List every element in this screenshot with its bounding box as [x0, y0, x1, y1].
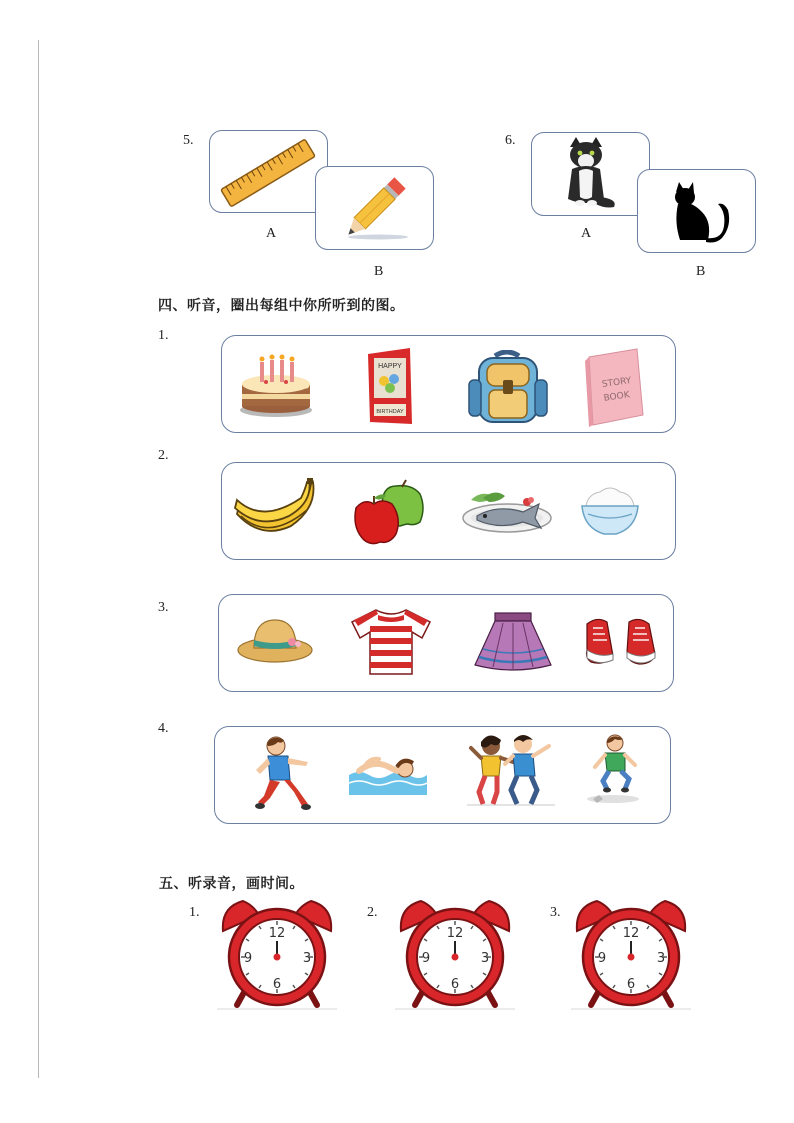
- sun-hat-icon[interactable]: [236, 614, 314, 666]
- clock-3-number: 3.: [550, 905, 561, 920]
- question-6-number: 6.: [505, 133, 516, 148]
- row-2-number: 2.: [158, 448, 169, 463]
- row-4-number: 4.: [158, 721, 169, 736]
- row-3-number: 3.: [158, 600, 169, 615]
- fish-dish-icon[interactable]: [461, 486, 553, 538]
- cake-icon[interactable]: [238, 354, 314, 420]
- clock-3-num-12: 12: [622, 926, 640, 941]
- q6-option-b-card[interactable]: [637, 169, 756, 253]
- cat-photo-icon: [560, 137, 620, 211]
- q5-option-a-card[interactable]: [209, 130, 328, 213]
- running-boy-icon[interactable]: [254, 734, 314, 812]
- clock-1-num-12: 12: [268, 926, 286, 941]
- section-5-heading: 五、听录音，画时间。: [159, 876, 304, 892]
- storybook-icon[interactable]: [583, 347, 647, 427]
- clock-3-num-6: 6: [626, 977, 636, 992]
- sneakers-icon[interactable]: [583, 614, 659, 670]
- card-text-birthday: BIRTHDAY: [376, 409, 404, 415]
- card-text-happy: HAPPY: [378, 363, 402, 370]
- clock-1-num-6: 6: [272, 977, 282, 992]
- dancing-kids-icon[interactable]: [467, 732, 555, 806]
- q6-option-a-letter: A: [581, 226, 592, 241]
- clock-2-num-3: 3: [480, 951, 490, 966]
- skirt-icon[interactable]: [473, 611, 553, 673]
- page-margin-line: [38, 40, 39, 1078]
- schoolbag-icon[interactable]: [467, 350, 549, 426]
- q6-option-b-letter: B: [696, 264, 706, 279]
- clock-2-num-9: 9: [421, 951, 431, 966]
- alarm-clock-2-icon[interactable]: [393, 897, 517, 1011]
- cat-silhouette-icon: [670, 182, 732, 244]
- jumping-boy-icon[interactable]: [585, 733, 643, 807]
- clock-3-num-9: 9: [597, 951, 607, 966]
- book-text-book: BOOK: [603, 390, 631, 404]
- row-1-number: 1.: [158, 328, 169, 343]
- q5-option-b-letter: B: [374, 264, 384, 279]
- q5-option-a-letter: A: [266, 226, 277, 241]
- alarm-clock-3-icon[interactable]: [569, 897, 693, 1011]
- banana-icon[interactable]: [233, 476, 317, 540]
- clock-1-num-9: 9: [243, 951, 253, 966]
- q5-option-b-card[interactable]: [315, 166, 434, 250]
- clock-2-num-12: 12: [446, 926, 464, 941]
- birthday-card-icon[interactable]: [366, 348, 414, 426]
- striped-tshirt-icon[interactable]: [348, 606, 434, 676]
- pencil-icon: [336, 169, 416, 245]
- clock-1-number: 1.: [189, 905, 200, 920]
- alarm-clock-1-icon[interactable]: [215, 897, 339, 1011]
- rice-bowl-icon[interactable]: [580, 484, 640, 538]
- book-text-story: STORY: [601, 376, 633, 391]
- clock-2-number: 2.: [367, 905, 378, 920]
- clock-2-num-6: 6: [450, 977, 460, 992]
- q6-option-a-card[interactable]: [531, 132, 650, 216]
- apple-icon[interactable]: [350, 478, 426, 546]
- question-5-number: 5.: [183, 133, 194, 148]
- ruler-icon: [215, 133, 321, 211]
- section-4-heading: 四、听音，圈出每组中你所听到的图。: [158, 298, 405, 314]
- swimming-boy-icon[interactable]: [349, 751, 427, 795]
- clock-1-num-3: 3: [302, 951, 312, 966]
- clock-3-num-3: 3: [656, 951, 666, 966]
